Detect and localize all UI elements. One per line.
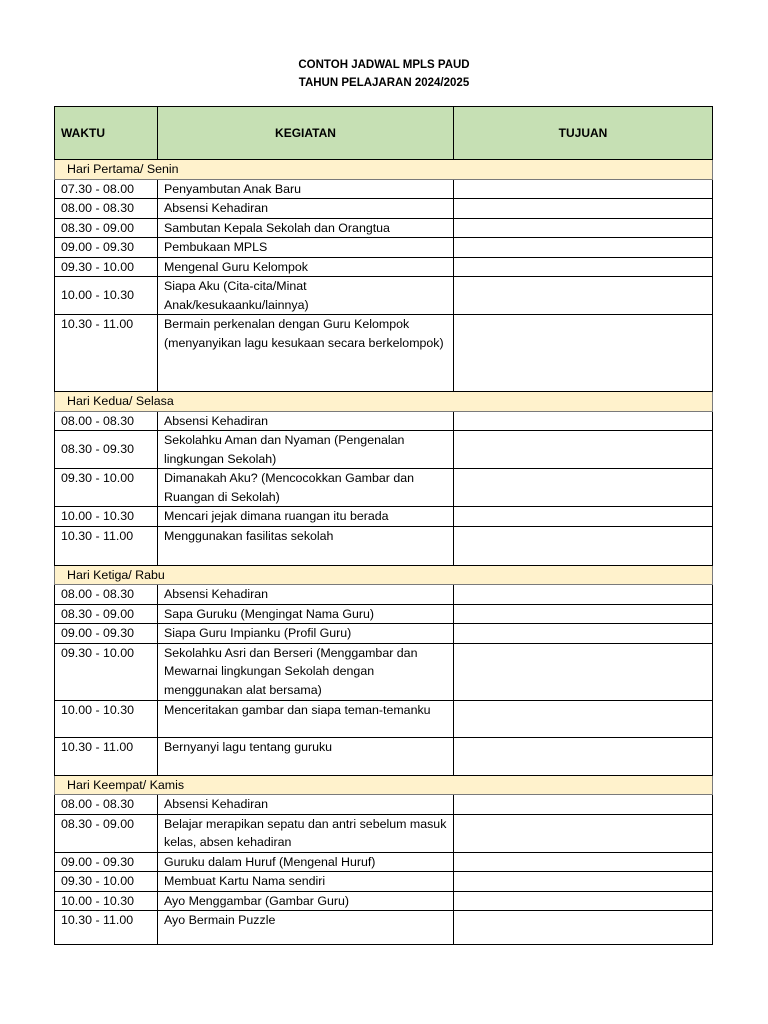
time-cell: 08.00 - 08.30 bbox=[55, 585, 158, 605]
time-cell: 10.30 - 11.00 bbox=[55, 911, 158, 945]
schedule-row bbox=[55, 911, 713, 945]
schedule-row bbox=[55, 199, 713, 219]
time-cell: 09.30 - 10.00 bbox=[55, 643, 158, 700]
goal-cell bbox=[454, 277, 713, 315]
goal-cell bbox=[454, 526, 713, 565]
activity-cell: Membuat Kartu Nama sendiri bbox=[158, 872, 454, 892]
goal-cell bbox=[454, 852, 713, 872]
activity-cell: Siapa Guru Impianku (Profil Guru) bbox=[158, 624, 454, 644]
activity-cell: Penyambutan Anak Baru bbox=[158, 179, 454, 199]
activity-cell: Sapa Guruku (Mengingat Nama Guru) bbox=[158, 604, 454, 624]
goal-cell bbox=[454, 604, 713, 624]
goal-cell bbox=[454, 199, 713, 219]
time-cell: 08.30 - 09.30 bbox=[55, 431, 158, 469]
activity-cell: Menggunakan fasilitas sekolah bbox=[158, 526, 454, 565]
schedule-row bbox=[55, 624, 713, 644]
goal-cell bbox=[454, 643, 713, 700]
goal-cell bbox=[454, 585, 713, 605]
day-label: Hari Keempat/ Kamis bbox=[55, 775, 713, 795]
schedule-row bbox=[55, 411, 713, 431]
goal-cell bbox=[454, 814, 713, 852]
goal-cell bbox=[454, 891, 713, 911]
header-tujuan: TUJUAN bbox=[454, 107, 713, 160]
document-title bbox=[0, 56, 768, 92]
time-cell: 08.30 - 09.00 bbox=[55, 218, 158, 238]
title-line-2: TAHUN PELAJARAN 2024/2025 bbox=[298, 77, 470, 89]
goal-cell bbox=[454, 911, 713, 945]
activity-cell: Pembukaan MPLS bbox=[158, 238, 454, 258]
schedule-row bbox=[55, 507, 713, 527]
time-cell: 09.00 - 09.30 bbox=[55, 852, 158, 872]
activity-cell: Absensi Kehadiran bbox=[158, 585, 454, 605]
goal-cell bbox=[454, 431, 713, 469]
time-cell: 10.00 - 10.30 bbox=[55, 700, 158, 737]
activity-cell: Sekolahku Asri dan Berseri (Menggambar dan Mewarnai lingkungan Sekolah dengan menggunakan alat bersama) bbox=[158, 643, 454, 700]
time-cell: 10.00 - 10.30 bbox=[55, 507, 158, 527]
time-cell: 09.30 - 10.00 bbox=[55, 257, 158, 277]
time-cell: 09.00 - 09.30 bbox=[55, 238, 158, 258]
schedule-row bbox=[55, 814, 713, 852]
time-cell: 09.00 - 09.30 bbox=[55, 624, 158, 644]
day-header-row bbox=[55, 775, 713, 795]
time-cell: 07.30 - 08.00 bbox=[55, 179, 158, 199]
activity-cell: Bernyanyi lagu tentang guruku bbox=[158, 737, 454, 775]
activity-cell: Bermain perkenalan dengan Guru Kelompok (menyanyikan lagu kesukaan secara berkelompok) bbox=[158, 315, 454, 392]
activity-cell: Absensi Kehadiran bbox=[158, 411, 454, 431]
goal-cell bbox=[454, 795, 713, 815]
goal-cell bbox=[454, 737, 713, 775]
goal-cell bbox=[454, 700, 713, 737]
activity-cell: Mencari jejak dimana ruangan itu berada bbox=[158, 507, 454, 527]
schedule-row bbox=[55, 238, 713, 258]
time-cell: 08.00 - 08.30 bbox=[55, 795, 158, 815]
schedule-row bbox=[55, 179, 713, 199]
day-label: Hari Pertama/ Senin bbox=[55, 160, 713, 180]
goal-cell bbox=[454, 411, 713, 431]
activity-cell: Dimanakah Aku? (Mencocokkan Gambar dan Ruangan di Sekolah) bbox=[158, 469, 454, 507]
title-line-1: CONTOH JADWAL MPLS PAUD bbox=[298, 59, 470, 71]
schedule-row bbox=[55, 852, 713, 872]
activity-cell: Siapa Aku (Cita-cita/Minat Anak/kesukaanku/lainnya) bbox=[158, 277, 454, 315]
goal-cell bbox=[454, 872, 713, 892]
schedule-row bbox=[55, 643, 713, 700]
time-cell: 08.30 - 09.00 bbox=[55, 604, 158, 624]
schedule-row bbox=[55, 872, 713, 892]
schedule-row bbox=[55, 585, 713, 605]
activity-cell: Absensi Kehadiran bbox=[158, 199, 454, 219]
goal-cell bbox=[454, 257, 713, 277]
goal-cell bbox=[454, 624, 713, 644]
time-cell: 08.00 - 08.30 bbox=[55, 411, 158, 431]
header-waktu: WAKTU bbox=[55, 107, 158, 160]
time-cell: 10.30 - 11.00 bbox=[55, 526, 158, 565]
activity-cell: Guruku dalam Huruf (Mengenal Huruf) bbox=[158, 852, 454, 872]
time-cell: 10.00 - 10.30 bbox=[55, 891, 158, 911]
schedule-row bbox=[55, 218, 713, 238]
goal-cell bbox=[454, 507, 713, 527]
schedule-row bbox=[55, 604, 713, 624]
schedule-row bbox=[55, 700, 713, 737]
goal-cell bbox=[454, 179, 713, 199]
day-header-row bbox=[55, 392, 713, 412]
activity-cell: Ayo Bermain Puzzle bbox=[158, 911, 454, 945]
goal-cell bbox=[454, 315, 713, 392]
schedule-row bbox=[55, 891, 713, 911]
activity-cell: Belajar merapikan sepatu dan antri sebelum masuk kelas, absen kehadiran bbox=[158, 814, 454, 852]
header-kegiatan: KEGIATAN bbox=[158, 107, 454, 160]
schedule-row bbox=[55, 526, 713, 565]
schedule-row bbox=[55, 469, 713, 507]
activity-cell: Sekolahku Aman dan Nyaman (Pengenalan lingkungan Sekolah) bbox=[158, 431, 454, 469]
activity-cell: Menceritakan gambar dan siapa teman-temanku bbox=[158, 700, 454, 737]
schedule-row bbox=[55, 795, 713, 815]
header-row bbox=[55, 107, 713, 160]
goal-cell bbox=[454, 218, 713, 238]
time-cell: 08.30 - 09.00 bbox=[55, 814, 158, 852]
schedule-row bbox=[55, 257, 713, 277]
goal-cell bbox=[454, 469, 713, 507]
schedule-body bbox=[55, 160, 713, 945]
time-cell: 08.00 - 08.30 bbox=[55, 199, 158, 219]
activity-cell: Absensi Kehadiran bbox=[158, 795, 454, 815]
day-header-row bbox=[55, 160, 713, 180]
activity-cell: Mengenal Guru Kelompok bbox=[158, 257, 454, 277]
time-cell: 09.30 - 10.00 bbox=[55, 872, 158, 892]
time-cell: 10.30 - 11.00 bbox=[55, 315, 158, 392]
time-cell: 10.30 - 11.00 bbox=[55, 737, 158, 775]
schedule-row bbox=[55, 315, 713, 392]
day-label: Hari Ketiga/ Rabu bbox=[55, 565, 713, 585]
schedule-table bbox=[54, 106, 713, 945]
schedule-row bbox=[55, 737, 713, 775]
activity-cell: Ayo Menggambar (Gambar Guru) bbox=[158, 891, 454, 911]
schedule-row bbox=[55, 431, 713, 469]
day-label: Hari Kedua/ Selasa bbox=[55, 392, 713, 412]
time-cell: 10.00 - 10.30 bbox=[55, 277, 158, 315]
day-header-row bbox=[55, 565, 713, 585]
schedule-row bbox=[55, 277, 713, 315]
time-cell: 09.30 - 10.00 bbox=[55, 469, 158, 507]
goal-cell bbox=[454, 238, 713, 258]
activity-cell: Sambutan Kepala Sekolah dan Orangtua bbox=[158, 218, 454, 238]
